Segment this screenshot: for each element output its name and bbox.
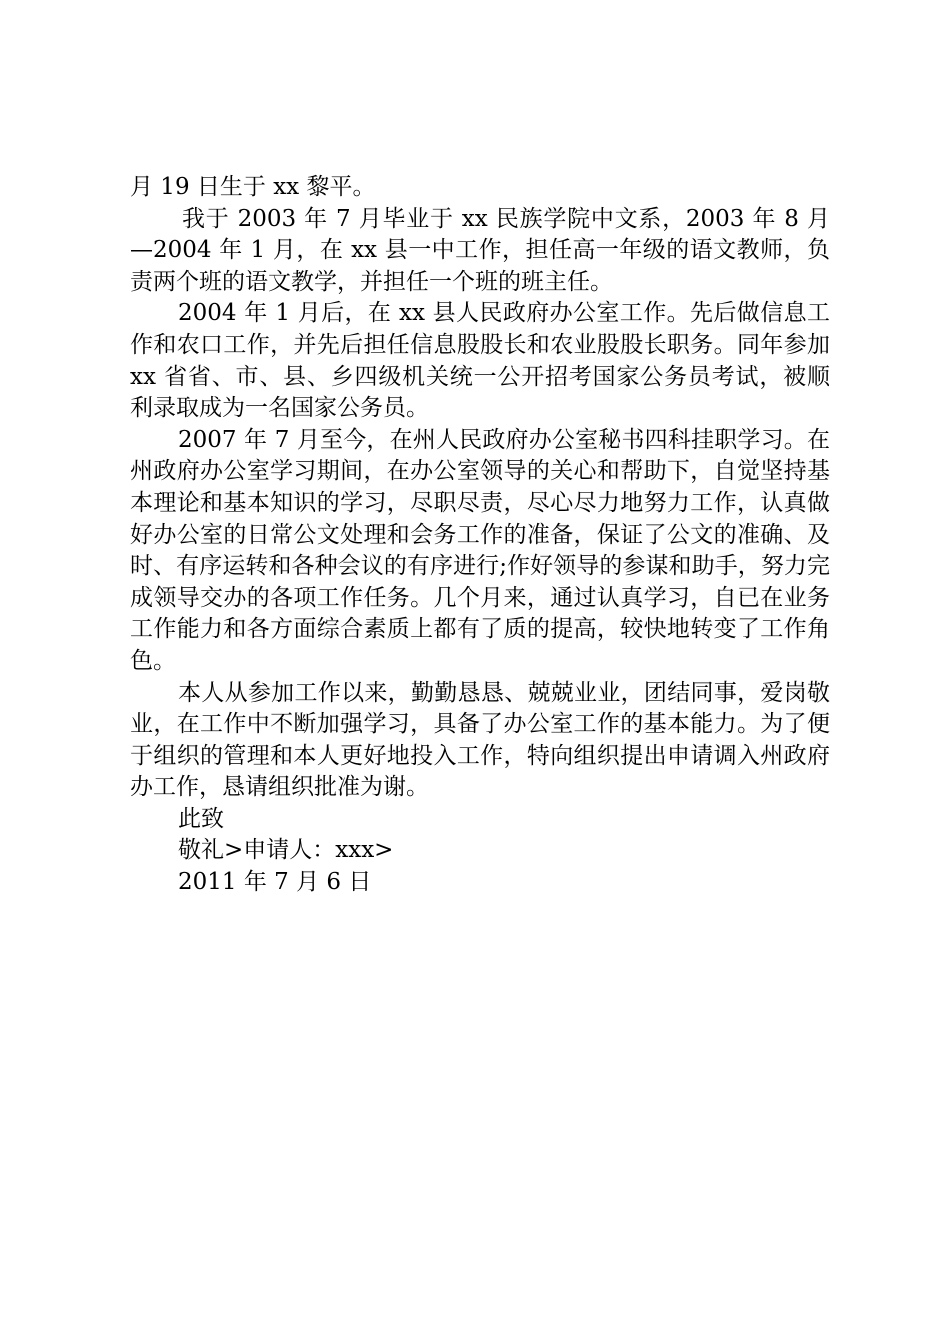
paragraph-birth: 月 19 日生于 xx 黎平。 — [130, 174, 376, 200]
paragraph-request: 本人从参加工作以来，勤勤恳恳、兢兢业业，团结同事，爱岗敬业，在工作中不断加强学习，具备了办公室工作的基本能力。为了便于组织的管理和本人更好地投入工作，特向组织提出申请调入州政府办工作，恳请组织批准为谢。 — [130, 679, 830, 801]
letter-body — [130, 172, 830, 899]
paragraph-county-office: 2004 年 1 月后，在 xx 县人民政府办公室工作。先后做信息工作和农口工作，并先后担任信息股股长和农业股股长职务。同年参加 xx 省省、市、县、乡四级机关统一公开招考国家公务员考试，被顺利录取成为一名国家公务员。 — [130, 300, 830, 422]
paragraph-state-office: 2007 年 7 月至今，在州人民政府办公室秘书四科挂职学习。在州政府办公室学习期间，在办公室领导的关心和帮助下，自觉坚持基本理论和基本知识的学习，尽职尽责，尽心尽力地努力工作，认真做好办公室的日常公文处理和会务工作的准备，保证了公文的准确、及时、有序运转和各种会议的有序进行;作好领导的参谋和助手，努力完成领导交办的各项工作任务。几个月来，通过认真学习，自已在业务工作能力和各方面综合素质上都有了质的提高，较快地转变了工作角色。 — [130, 426, 830, 674]
letter-date: 2011 年 7 月 6 日 — [178, 869, 372, 896]
closing-text: 此致 — [178, 805, 224, 832]
paragraph-education: 我于 2003 年 7 月毕业于 xx 民族学院中文系，2003 年 8 月—2004 年 1 月，在 xx 县一中工作，担任高一年级的语文教师，负责两个班的语文教学，并担任一个班的班主任。 — [130, 205, 830, 295]
salutation-signature: 敬礼>申请人：xxx> — [178, 837, 394, 864]
